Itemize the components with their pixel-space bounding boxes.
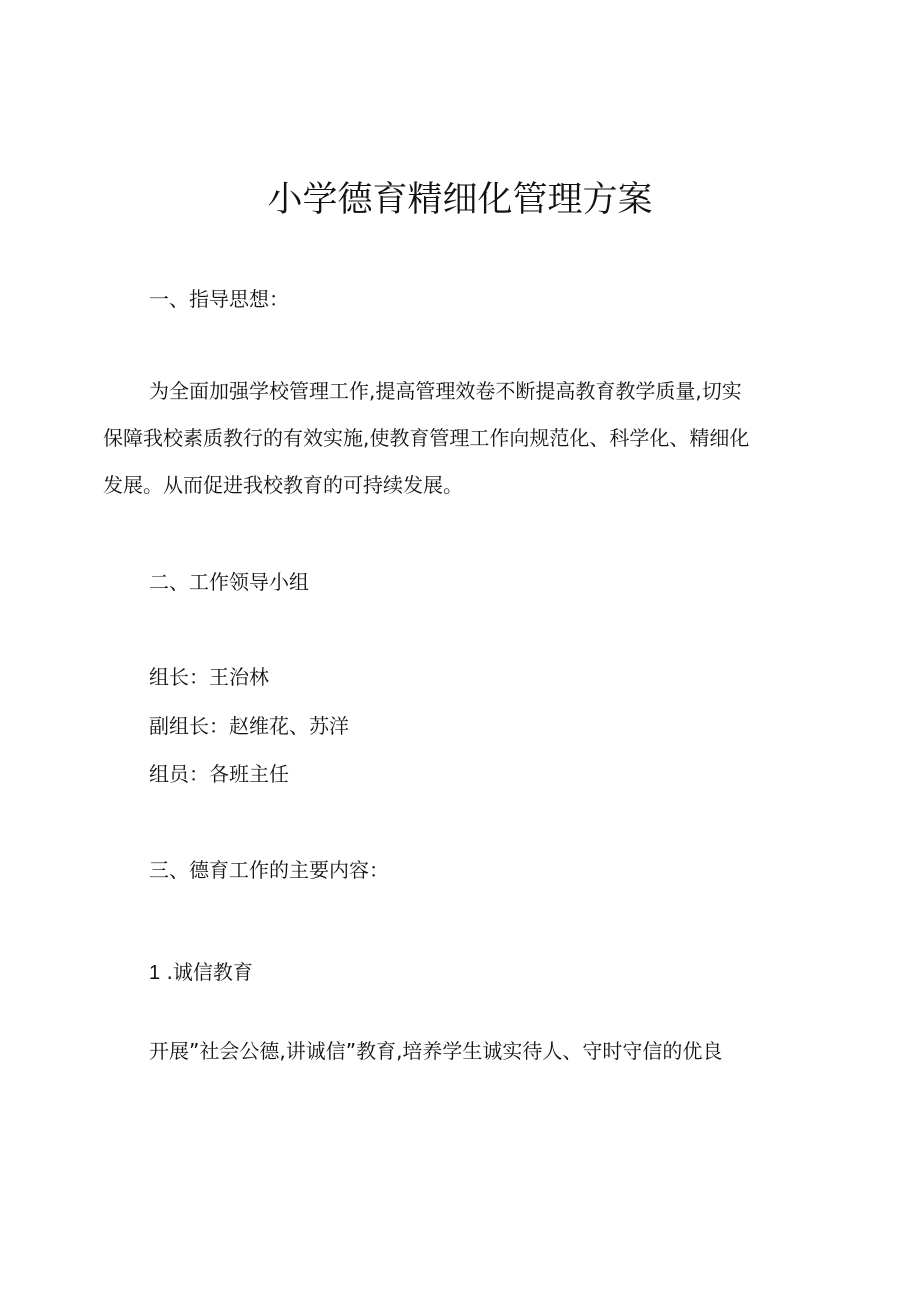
group-leader-line: 组长：王治林 — [149, 665, 269, 689]
item-1-title: .诚信教育 — [166, 960, 253, 984]
item-1-number: 1 — [149, 962, 161, 984]
paragraph-line: 保障我校素质教行的有效实施,使教育管理工作向规范化、科学化、精细化 — [103, 426, 750, 450]
section-heading-main-content: 三、德育工作的主要内容： — [149, 858, 389, 882]
section-heading-guiding-thought: 一、指导思想： — [149, 287, 289, 311]
paragraph-line: 为全面加强学校管理工作,提高管理效卷不断提高教育教学质量,切实 — [149, 379, 742, 403]
section-heading-leadership-group: 二、工作领导小组 — [149, 570, 309, 594]
document-title: 小学德育精细化管理方案 — [267, 180, 653, 220]
paragraph-line: 发展。从而促进我校教育的可持续发展。 — [103, 473, 463, 497]
item-1-text-line: 开展”社会公德,讲诚信”教育,培养学生诚实待人、守时守信的优良 — [149, 1039, 723, 1063]
group-vice-leader-line: 副组长：赵维花、苏洋 — [149, 714, 349, 738]
guiding-thought-paragraph — [103, 368, 803, 509]
item-1-heading — [149, 957, 253, 988]
group-members-line: 组员：各班主任 — [149, 762, 289, 786]
